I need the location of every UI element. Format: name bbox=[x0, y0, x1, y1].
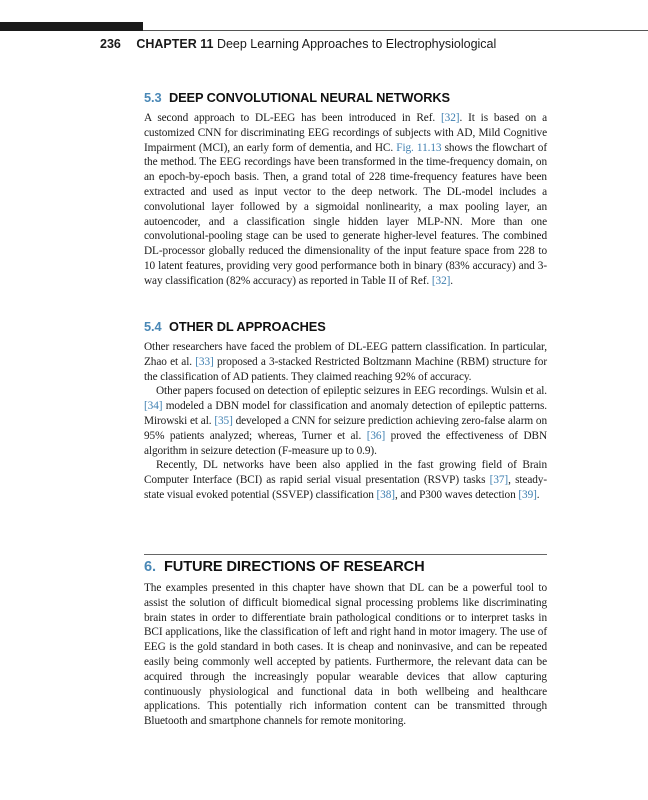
section-5-3 bbox=[144, 90, 547, 289]
paragraph: Recently, DL networks have been also applied in the fast growing field of Brain Computer Interface (BCI) as rapid serial visual presentation (RSVP) tasks [37], steady-state visual evoked potential (SSVEP) classification [38], and P300 waves detection [39]. bbox=[144, 459, 547, 501]
paragraph: A second approach to DL-EEG has been introduced in Ref. [32]. It is based on a customized CNN for discriminating EEG recordings of subjects with AD, Mild Cognitive Impairment (MCI), an early form of dementia, and HC. Fig. 11.13 shows the flowchart of the method. The EEG recordings have been transformed in the time-frequency domain, on an epoch-by-epoch basis. Then, a grand total of 228 time-frequency features have been extracted and used as input vector to the deep network. The DL-model includes a convolutional layer followed by a sigmoidal nonlinearity, a max pooling layer, an autoencoder, and a classification single hidden layer MLP-NN. More than one convolutional-pooling stage can be used to generate higher-level features. The combined DL-processor globally reduced the dimensionality of the input feature space from 228 to 10 latent features, providing very good performance both in binary (83% accuracy) and 3-way classification (82% accuracy) as reported in Table II of Ref. [32]. bbox=[144, 112, 547, 287]
section-title: OTHER DL APPROACHES bbox=[168, 319, 326, 334]
chapter-label: CHAPTER 11 bbox=[136, 37, 214, 51]
section-title: FUTURE DIRECTIONS OF RESEARCH bbox=[163, 559, 425, 575]
section-6 bbox=[144, 559, 547, 729]
citation-link[interactable]: [35] bbox=[214, 414, 233, 427]
section-heading bbox=[144, 319, 547, 334]
paragraph: Other papers focused on detection of epileptic seizures in EEG recordings. Wulsin et al. [34] modeled a DBN model for classification and anomaly detection of epileptic patterns. Mirowski et al. [35] developed a CNN for seizure prediction achieving zero-false alarm on 95% patients analyzed; whereas, Turner et al. [36] proved the effectiveness of DBN algorithm in seizure detection (F-measure up to 0.9). bbox=[144, 385, 547, 457]
section-number: 5.4 bbox=[144, 319, 162, 334]
citation-link[interactable]: [32] bbox=[441, 112, 460, 124]
paragraph: Other researchers have faced the problem of DL-EEG pattern classification. In particular, Zhao et al. [33] proposed a 3-stacked Restricted Boltzmann Machine (RBM) structure for the classification of AD patients. They claimed reaching 92% of accuracy. bbox=[144, 341, 547, 383]
citation-link[interactable]: [36] bbox=[366, 429, 386, 442]
figure-link[interactable]: Fig. 11.13 bbox=[396, 141, 442, 154]
running-head bbox=[100, 37, 496, 51]
page-number: 236 bbox=[100, 37, 121, 51]
citation-link[interactable]: [39] bbox=[518, 488, 537, 501]
header-bar bbox=[0, 22, 143, 31]
header-rule bbox=[143, 30, 648, 31]
paragraph: The examples presented in this chapter have shown that DL can be a powerful tool to assist the solution of difficult biomedical signal processing problems like discriminating brain states in order to differentiate brain pathological conditions or to interpret tasks in BCI applications, like the classification of left and right hand in motor imagery. The use of EEG is the gold standard in both cases. It is cheap and noninvasive, and can be repeated easily being commonly well accepted by patients. Furthermore, the relevant data can be acquired through the increasingly popular wearable devices that allow capturing continuously physiological and functional data in both wellbeing and healthcare applications. This potentially rich information content can be transmitted through Bluetooth and smartphone channels for remote monitoring. bbox=[144, 582, 547, 728]
chapter-title: Deep Learning Approaches to Electrophysiological bbox=[216, 37, 497, 51]
section-divider bbox=[144, 554, 547, 555]
section-heading bbox=[144, 90, 547, 105]
section-number: 6. bbox=[144, 559, 156, 575]
section-title: DEEP CONVOLUTIONAL NEURAL NETWORKS bbox=[168, 90, 450, 105]
citation-link[interactable]: [34] bbox=[144, 400, 163, 413]
citation-link[interactable]: [32] bbox=[431, 274, 451, 287]
section-number: 5.3 bbox=[144, 90, 162, 105]
citation-link[interactable]: [37] bbox=[489, 474, 509, 487]
section-5-4 bbox=[144, 319, 547, 503]
citation-link[interactable]: [33] bbox=[195, 355, 214, 368]
section-heading bbox=[144, 559, 547, 575]
citation-link[interactable]: [38] bbox=[376, 488, 395, 501]
